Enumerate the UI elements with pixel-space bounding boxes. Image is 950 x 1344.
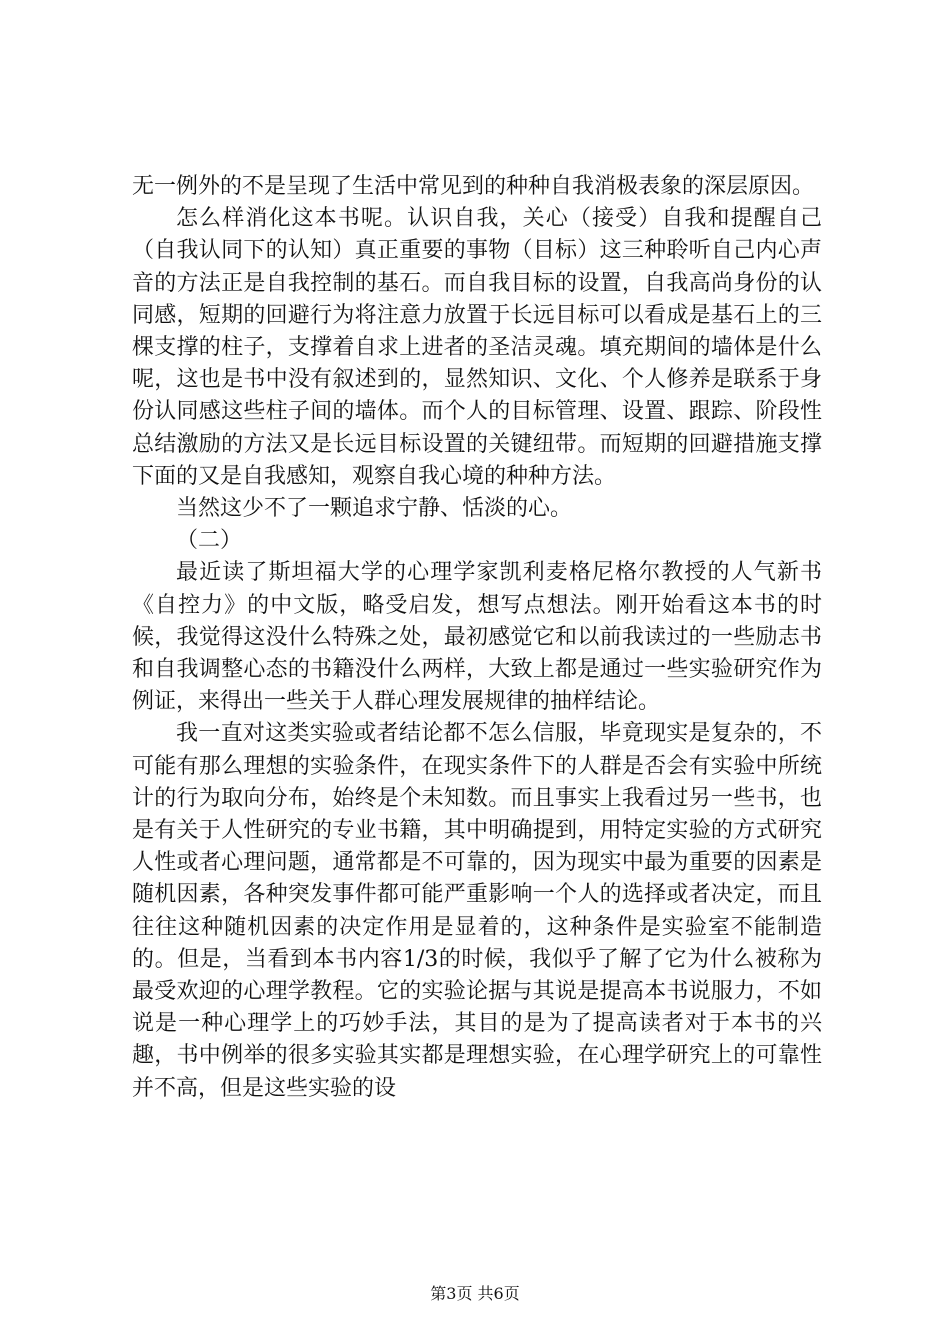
- paragraph: 怎么样消化这本书呢。认识自我，关心（接受）自我和提醒自己（自我认同下的认知）真正重要的事物（目标）这三种聆听自己内心声音的方法正是自我控制的基石。而自我目标的设置，自我高尚身份的认同感，短期的回避行为将注意力放置于长远目标可以看成是基石上的三棵支撑的柱子，支撑着自求上进者的圣洁灵魂。填充期间的墙体是什么呢，这也是书中没有叙述到的，显然知识、文化、个人修养是联系于身份认同感这些柱子间的墙体。而个人的目标管理、设置、跟踪、阶段性总结激励的方法又是长远目标设置的关键纽带。而短期的回避措施支撑下面的又是自我感知，观察自我心境的种种方法。: [132, 206, 822, 489]
- page-footer: 第3页 共6页: [430, 1284, 520, 1303]
- paragraph: 当然这少不了一颗追求宁静、恬淡的心。: [176, 496, 573, 522]
- paragraph: 我一直对这类实验或者结论都不怎么信服，毕竟现实是复杂的，不可能有那么理想的实验条件，在现实条件下的人群是否会有实验中所统计的行为取向分布，始终是个未知数。而且事实上我看过另一些书，也是有关于人性研究的专业书籍，其中明确提到，用特定实验的方式研究人性或者心理问题，通常都是不可靠的，因为现实中最为重要的因素是随机因素，各种突发事件都可能严重影响一个人的选择或者决定，而且往往这种随机因素的决定作用是显着的，这种条件是实验室不能制造的。但是，当看到本书内容1/3的时候，我似乎了解了它为什么被称为最受欢迎的心理学教程。它的实验论据与其说是提高本书说服力，不如说是一种心理学上的巧妙手法，其目的是为了提高读者对于本书的兴趣，书中例举的很多实验其实都是理想实验，在心理学研究上的可靠性并不高，但是这些实验的设: [132, 721, 822, 1101]
- document-body: [132, 171, 822, 1105]
- paragraph: 最近读了斯坦福大学的心理学家凯利麦格尼格尔教授的人气新书《自控力》的中文版，略受启发，想写点想法。刚开始看这本书的时候，我觉得这没什么特殊之处，最初感觉它和以前我读过的一些励志书和自我调整心态的书籍没什么两样，大致上都是通过一些实验研究作为例证，来得出一些关于人群心理发展规律的抽样结论。: [132, 560, 822, 715]
- paragraph-continued: 无一例外的不是呈现了生活中常见到的种种自我消极表象的深层原因。: [132, 174, 815, 199]
- section-heading: （二）: [176, 528, 243, 554]
